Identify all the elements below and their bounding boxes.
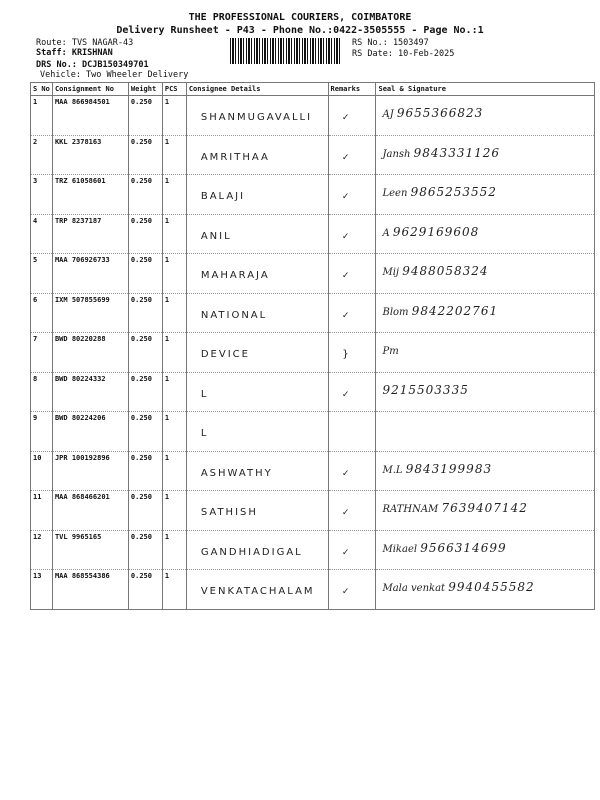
cell-consignment-text: IXM 507855699 (54, 295, 110, 304)
cell-sno (31, 530, 53, 570)
cell-consignment-text: TRP 8237187 (54, 216, 102, 225)
cell-consignment (52, 96, 128, 136)
cell-pcs-text: 1 (164, 177, 170, 185)
cell-sno-text: 5 (33, 256, 38, 264)
cell-weight (128, 135, 162, 175)
barcode (230, 38, 340, 64)
cell-pcs (162, 96, 186, 136)
cell-signature (376, 570, 595, 610)
cell-remark (328, 530, 376, 570)
signature-phone: 9843331126 (413, 145, 501, 160)
cell-weight-text: 0.250 (130, 493, 152, 501)
handwritten-signature (382, 106, 483, 120)
cell-consignment (52, 175, 128, 215)
cell-signature (376, 254, 595, 294)
cell-remark (328, 491, 376, 531)
signature-phone: 9865253552 (410, 185, 497, 199)
cell-consignee (186, 412, 328, 452)
cell-consignee (186, 333, 328, 373)
cell-consignment-text: BWD 80224332 (54, 374, 106, 383)
table-row (31, 412, 595, 452)
cell-remark (328, 412, 376, 452)
cell-sno (31, 570, 53, 610)
cell-consignee-text: BALAJI (200, 191, 246, 202)
signature-text: AJ (382, 109, 394, 120)
cell-pcs-text: 1 (164, 98, 170, 106)
staff-label: Staff: KRISHNAN (36, 48, 113, 58)
cell-pcs (162, 491, 186, 531)
cell-signature (376, 96, 595, 136)
cell-consignment-text: MAA 868554386 (54, 572, 110, 580)
signature-text: Mij (382, 267, 400, 278)
cell-consignee (186, 491, 328, 531)
signature-text: Mala venkat (382, 583, 446, 594)
cell-weight (128, 530, 162, 570)
cell-signature (376, 372, 595, 412)
runsheet-table (30, 82, 595, 610)
signature-phone: 9488058324 (402, 264, 489, 278)
cell-weight-text: 0.250 (130, 256, 152, 264)
cell-weight (128, 570, 162, 610)
cell-weight-text: 0.250 (130, 177, 152, 185)
cell-consignment (52, 372, 128, 412)
cell-sno (31, 175, 53, 215)
cell-consignee-text: SATHISH (200, 507, 258, 518)
cell-consignment (52, 293, 128, 333)
cell-pcs-text: 1 (164, 493, 170, 501)
cell-consignee-text: AMRITHAA (200, 151, 270, 163)
signature-text: Pm (382, 346, 399, 357)
cell-consignee-text: DEVICE (200, 349, 250, 360)
cell-consignee (186, 570, 328, 610)
cell-signature (376, 491, 595, 531)
cell-remark (328, 254, 376, 294)
handwritten-signature (382, 462, 492, 476)
cell-weight (128, 451, 162, 491)
cell-weight-text: 0.250 (130, 414, 152, 422)
cell-sno (31, 372, 53, 412)
col-consignment: Consignment No (52, 83, 128, 96)
cell-pcs (162, 293, 186, 333)
cell-signature (376, 530, 595, 570)
cell-consignee-text: ANIL (200, 230, 232, 242)
handwritten-signature (382, 225, 479, 239)
cell-remark-text: ✓ (342, 586, 349, 597)
signature-phone: 7639407142 (441, 501, 528, 515)
cell-pcs-text: 1 (164, 532, 170, 541)
cell-pcs (162, 214, 186, 254)
table-row (31, 333, 595, 373)
table-row (31, 570, 595, 610)
cell-remark (328, 293, 376, 333)
signature-phone: 9843199983 (405, 461, 493, 476)
cell-sno-text: 11 (33, 493, 42, 501)
cell-consignment (52, 530, 128, 570)
cell-sno (31, 254, 53, 294)
cell-consignee-text: NATIONAL (200, 309, 268, 321)
col-consignee: Consignee Details (186, 83, 328, 96)
runsheet-subtitle: Delivery Runsheet - P43 - Phone No.:0422-3505555 - Page No.:1 (116, 25, 484, 36)
col-remarks: Remarks (328, 83, 376, 96)
cell-pcs (162, 175, 186, 215)
cell-consignee-text: SHANMUGAVALLI (200, 112, 313, 123)
cell-sno (31, 96, 53, 136)
cell-sno-text: 4 (33, 216, 38, 225)
cell-remark-text: } (342, 349, 349, 360)
signature-text: Blom (382, 306, 409, 318)
cell-consignment-text: JPR 100192896 (54, 453, 110, 462)
table-row (31, 451, 595, 491)
cell-signature (376, 135, 595, 175)
cell-consignee (186, 293, 328, 333)
cell-consignment (52, 214, 128, 254)
cell-sno-text: 1 (33, 98, 38, 106)
col-signature: Seal & Signature (376, 83, 595, 96)
cell-consignment-text: TRZ 61058601 (54, 177, 106, 185)
cell-remark-text: ✓ (342, 270, 349, 281)
cell-pcs (162, 372, 186, 412)
cell-signature (376, 412, 595, 452)
cell-remark (328, 175, 376, 215)
signature-text: Mikael (382, 543, 418, 555)
cell-sno (31, 333, 53, 373)
cell-consignment-text: BWD 80220288 (54, 335, 106, 343)
table-row (31, 175, 595, 215)
cell-remark-text: ✓ (342, 112, 349, 123)
cell-consignment (52, 135, 128, 175)
cell-consignment-text: MAA 868466201 (54, 493, 110, 501)
route-label: Route: TVS NAGAR-43 (36, 38, 134, 48)
cell-remark (328, 333, 376, 373)
cell-consignee (186, 530, 328, 570)
cell-signature (376, 175, 595, 215)
cell-remark-text: ✓ (342, 151, 349, 163)
signature-text: Leen (382, 188, 408, 199)
cell-consignment-text: KKL 2378163 (54, 137, 102, 146)
cell-consignee-text: L (200, 388, 209, 400)
handwritten-signature (382, 146, 500, 160)
cell-consignee (186, 214, 328, 254)
cell-pcs (162, 333, 186, 373)
cell-remark-text: ✓ (342, 191, 349, 202)
cell-pcs (162, 530, 186, 570)
cell-weight (128, 412, 162, 452)
cell-signature (376, 333, 595, 373)
cell-sno (31, 293, 53, 333)
cell-pcs-text: 1 (164, 256, 170, 264)
rs-date: RS Date: 10-Feb-2025 (352, 49, 455, 59)
handwritten-signature (382, 383, 468, 397)
cell-consignment (52, 491, 128, 531)
signature-text: A (382, 227, 390, 239)
cell-weight-text: 0.250 (130, 137, 152, 146)
cell-consignment (52, 412, 128, 452)
cell-pcs-text: 1 (164, 295, 170, 304)
rs-number: RS No.: 1503497 (352, 38, 429, 48)
handwritten-signature (382, 541, 506, 555)
signature-phone: 9629169608 (392, 224, 480, 239)
cell-pcs-text: 1 (164, 453, 170, 462)
cell-sno (31, 135, 53, 175)
cell-pcs (162, 451, 186, 491)
cell-remark (328, 214, 376, 254)
handwritten-signature (382, 501, 527, 515)
cell-remark (328, 372, 376, 412)
cell-remark-text: ✓ (342, 546, 349, 558)
table-row (31, 96, 595, 136)
cell-remark (328, 451, 376, 491)
cell-consignment-text: BWD 80224206 (54, 414, 106, 422)
cell-weight (128, 96, 162, 136)
signature-text: M.L (382, 464, 403, 476)
cell-remark (328, 96, 376, 136)
cell-sno-text: 13 (33, 572, 42, 580)
cell-sno (31, 491, 53, 531)
cell-weight (128, 333, 162, 373)
cell-consignee (186, 451, 328, 491)
cell-consignment (52, 333, 128, 373)
table-row (31, 293, 595, 333)
cell-weight-text: 0.250 (130, 216, 152, 225)
handwritten-signature (382, 304, 498, 318)
cell-sno-text: 9 (33, 414, 38, 422)
signature-text: RATHNAM (382, 504, 439, 515)
table-row (31, 254, 595, 294)
col-weight: Weight (128, 83, 162, 96)
drs-number: DRS No.: DCJB150349701 (36, 60, 149, 70)
handwritten-signature (382, 185, 496, 199)
cell-weight (128, 293, 162, 333)
cell-pcs (162, 254, 186, 294)
cell-signature (376, 293, 595, 333)
cell-pcs-text: 1 (164, 414, 170, 422)
cell-consignee (186, 135, 328, 175)
cell-weight (128, 175, 162, 215)
cell-sno-text: 3 (33, 177, 38, 185)
cell-sno (31, 412, 53, 452)
cell-consignee (186, 175, 328, 215)
cell-sno-text: 10 (33, 453, 42, 462)
cell-remark-text: ✓ (342, 309, 349, 321)
cell-consignee-text: L (200, 428, 209, 439)
cell-remark-text: ✓ (342, 230, 349, 242)
signature-phone: 9655366823 (396, 106, 484, 120)
cell-sno-text: 7 (33, 335, 38, 343)
cell-weight-text: 0.250 (130, 295, 152, 304)
table-header (31, 83, 595, 96)
cell-pcs (162, 570, 186, 610)
cell-remark-text: ✓ (342, 388, 349, 400)
handwritten-signature (382, 264, 488, 278)
cell-consignment-text: MAA 866984501 (54, 98, 110, 106)
table-row (31, 372, 595, 412)
company-title: THE PROFESSIONAL COURIERS, COIMBATORE (188, 12, 412, 23)
cell-pcs-text: 1 (164, 572, 170, 580)
cell-remark (328, 135, 376, 175)
cell-weight (128, 214, 162, 254)
cell-weight (128, 372, 162, 412)
cell-weight-text: 0.250 (130, 374, 152, 383)
cell-consignee-text: GANDHIADIGAL (200, 546, 303, 558)
cell-weight-text: 0.250 (130, 335, 152, 343)
cell-pcs-text: 1 (164, 137, 170, 146)
signature-phone: 9940455582 (448, 580, 535, 594)
table-row (31, 214, 595, 254)
cell-remark (328, 570, 376, 610)
handwritten-signature (382, 343, 398, 357)
cell-weight-text: 0.250 (130, 98, 152, 106)
cell-sno (31, 451, 53, 491)
cell-pcs (162, 135, 186, 175)
cell-sno-text: 12 (33, 532, 42, 541)
table-row (31, 491, 595, 531)
cell-remark-text: ✓ (342, 507, 349, 518)
table-row (31, 530, 595, 570)
vehicle-label: Vehicle: Two Wheeler Delivery (40, 70, 189, 80)
cell-consignee-text: VENKATACHALAM (200, 586, 315, 597)
cell-signature (376, 214, 595, 254)
cell-pcs-text: 1 (164, 335, 170, 343)
col-sno: S No (31, 83, 53, 96)
cell-consignee-text: ASHWATHY (200, 467, 273, 479)
cell-pcs-text: 1 (164, 216, 170, 225)
cell-consignee (186, 372, 328, 412)
cell-weight-text: 0.250 (130, 453, 152, 462)
cell-consignee (186, 96, 328, 136)
cell-sno-text: 8 (33, 374, 38, 383)
cell-consignment (52, 254, 128, 294)
signature-text: Jansh (382, 148, 411, 160)
cell-signature (376, 451, 595, 491)
cell-weight (128, 254, 162, 294)
signature-phone: 9842202761 (411, 303, 499, 318)
cell-consignment (52, 570, 128, 610)
signature-phone: 9566314699 (420, 540, 507, 555)
handwritten-signature (382, 580, 534, 594)
col-pcs: PCS (162, 83, 186, 96)
signature-phone: 9215503335 (382, 382, 469, 397)
cell-consignment (52, 451, 128, 491)
cell-weight (128, 491, 162, 531)
table-row (31, 135, 595, 175)
cell-remark-text: ✓ (342, 467, 349, 479)
cell-sno (31, 214, 53, 254)
cell-sno-text: 2 (33, 137, 38, 146)
cell-consignee (186, 254, 328, 294)
cell-sno-text: 6 (33, 295, 38, 304)
cell-pcs-text: 1 (164, 374, 170, 383)
cell-consignment-text: MAA 706926733 (54, 256, 110, 264)
cell-weight-text: 0.250 (130, 572, 152, 580)
cell-consignee-text: MAHARAJA (200, 270, 270, 281)
cell-consignment-text: TVL 9965165 (54, 532, 102, 541)
cell-weight-text: 0.250 (130, 532, 152, 541)
cell-pcs (162, 412, 186, 452)
